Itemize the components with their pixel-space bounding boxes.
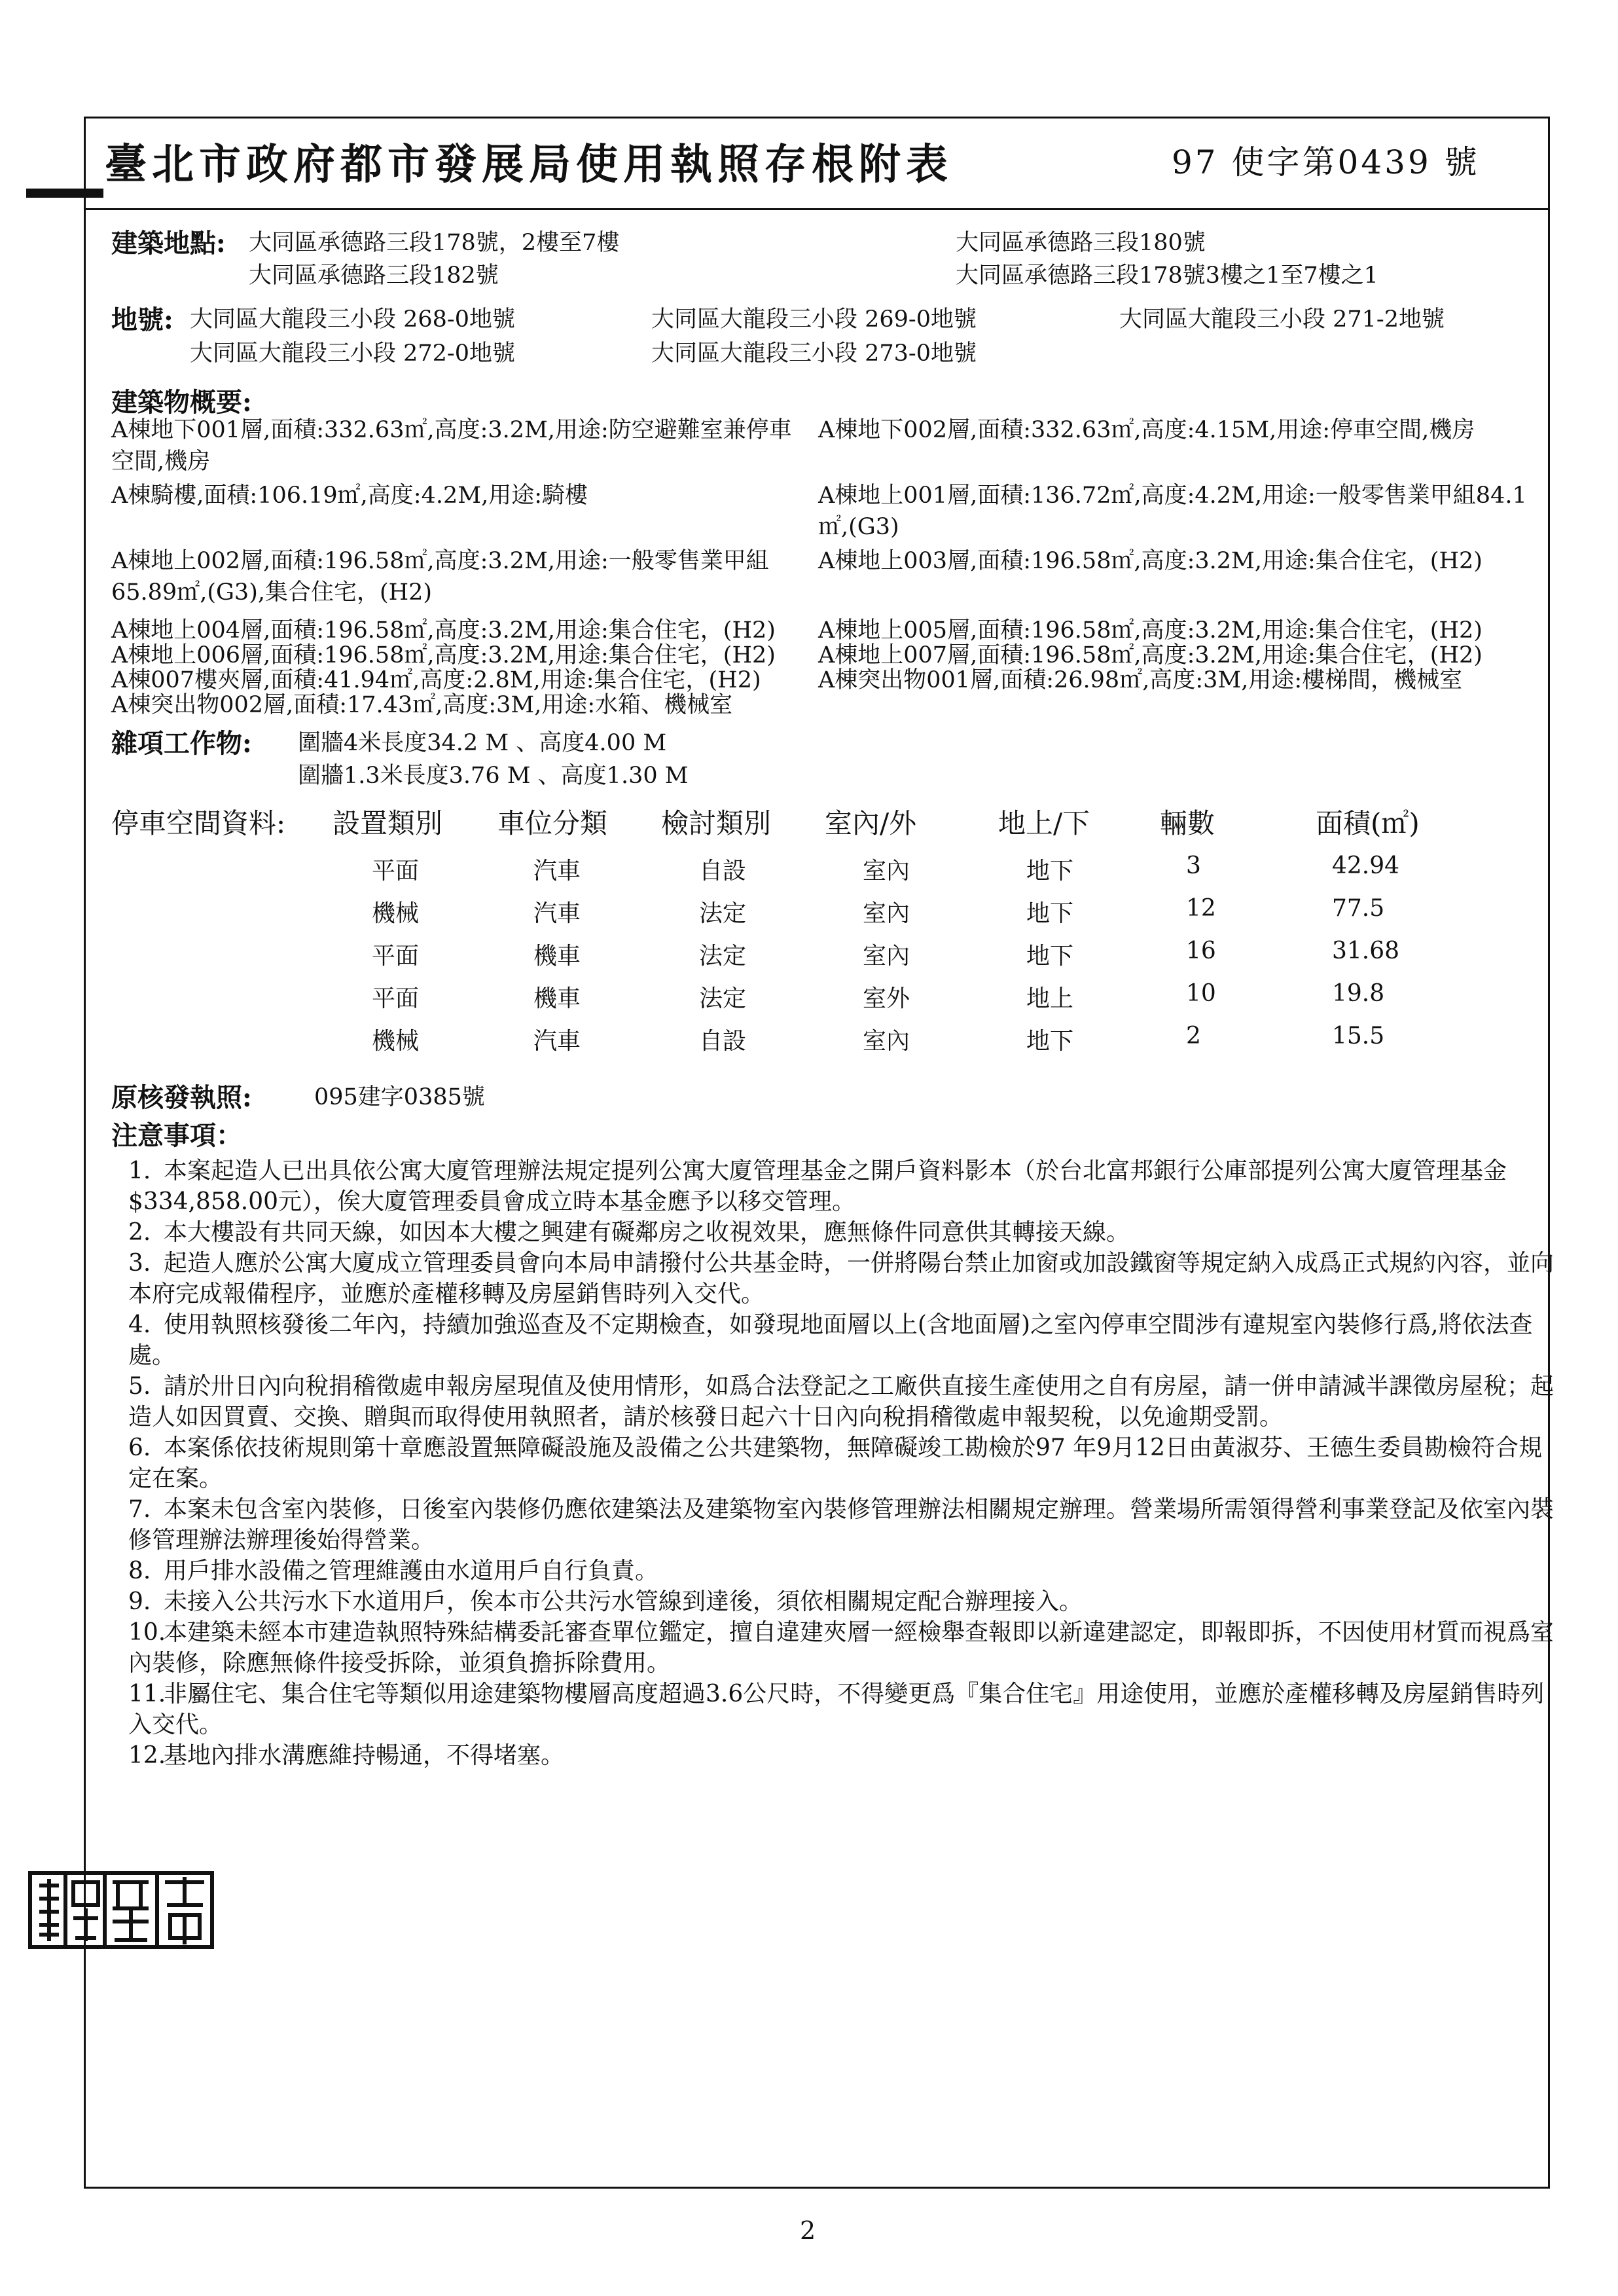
document-number: 97 使字第0439 號 <box>1172 143 1480 181</box>
note-text: 本案係依技術規則第十章應設置無障礙設施及設備之公共建築物，無障礙竣工勘檢於97 年9月12日由黃淑芬、王德生委員勘檢符合規定在案。 <box>128 1434 1542 1492</box>
note-item <box>128 1432 1555 1494</box>
parking-cell: 42.94 <box>1332 852 1400 879</box>
note-text: 本案未包含室內裝修，日後室內裝修仍應依建築法及建築物室內裝修管理辦法相關規定辦理。營業場所需領得營利事業登記及依室內裝修管理辦法辦理後始得營業。 <box>128 1496 1555 1554</box>
floor-entry: A棟地上004層,面積:196.58㎡,高度:3.2M,用途:集合住宅，(H2) <box>111 617 776 644</box>
parking-cell: 機械 <box>372 900 420 927</box>
misc-works-entry: 圍牆4米長度34.2 M 、高度4.00 M <box>298 730 667 756</box>
parking-cell: 16 <box>1186 938 1216 964</box>
parking-cell: 12 <box>1186 895 1216 922</box>
note-text: 未接入公共污水下水道用戶，俟本市公共污水管線到達後，須依相關規定配合辦理接入。 <box>164 1588 1083 1615</box>
lot-entry: 大同區大龍段三小段 271-2地號 <box>1119 306 1445 333</box>
floor-entry: A棟突出物002層,面積:17.43㎡,高度:3M,用途:水箱、機械室 <box>111 692 733 718</box>
note-number: 12. <box>128 1742 166 1769</box>
parking-header: 檢討類別 <box>661 807 772 839</box>
parking-cell: 機械 <box>372 1028 420 1055</box>
floor-entry: A棟地上001層,面積:136.72㎡,高度:4.2M,用途:一般零售業甲組84.1㎡,(G3) <box>818 483 1527 540</box>
parking-cell: 平面 <box>372 858 420 884</box>
floor-entry: A棟地下001層,面積:332.63㎡,高度:3.2M,用途:防空避難室兼停車空間,機房 <box>111 417 792 475</box>
note-item <box>128 1156 1555 1217</box>
note-item <box>128 1371 1555 1432</box>
lot-entry: 大同區大龍段三小段 269-0地號 <box>651 306 977 333</box>
floor-entry: A棟地上003層,面積:196.58㎡,高度:3.2M,用途:集合住宅，(H2) <box>818 548 1483 574</box>
floor-entry: A棟地上006層,面積:196.58㎡,高度:3.2M,用途:集合住宅，(H2) <box>111 642 776 668</box>
edge-mark <box>26 189 103 198</box>
note-item <box>128 1556 1555 1586</box>
parking-cell: 77.5 <box>1332 895 1385 922</box>
note-number: 2. <box>128 1219 151 1246</box>
note-number: 7. <box>128 1496 151 1523</box>
site-entry: 大同區承德路三段180號 <box>956 230 1206 256</box>
page-number: 2 <box>800 2216 816 2245</box>
parking-cell: 室內 <box>863 943 910 970</box>
parking-cell: 法定 <box>699 900 747 927</box>
parking-cell: 汽車 <box>533 900 581 927</box>
parking-cell: 機車 <box>533 943 581 970</box>
overview-label: 建築物概要: <box>111 387 252 418</box>
lot-entry: 大同區大龍段三小段 268-0地號 <box>190 306 516 333</box>
official-seal-icon <box>26 1869 216 1951</box>
note-number: 1. <box>128 1157 151 1184</box>
parking-cell: 15.5 <box>1332 1023 1385 1049</box>
notes-list <box>128 1156 1555 1771</box>
note-text: 基地內排水溝應維持暢通，不得堵塞。 <box>164 1742 565 1769</box>
site-entry: 大同區承德路三段178號，2樓至7樓 <box>249 230 620 256</box>
parking-cell: 地上 <box>1026 985 1074 1012</box>
parking-cell: 地下 <box>1026 943 1074 970</box>
misc-works-label: 雜項工作物: <box>111 728 252 759</box>
notes-label: 注意事項： <box>111 1120 242 1151</box>
note-number: 10. <box>128 1619 166 1646</box>
parking-cell: 室內 <box>863 858 910 884</box>
note-item <box>128 1494 1555 1556</box>
parking-header: 面積(㎡) <box>1316 807 1420 839</box>
parking-cell: 3 <box>1186 852 1201 879</box>
note-text: 請於卅日內向稅捐稽徵處申報房屋現值及使用情形，如爲合法登記之工廠供直接生產使用之自有房屋，請一併申請減半課徵房屋稅；起造人如因買賣、交換、贈與而取得使用執照者，請於核發日起六十日內向稅捐稽徵處申報契稅，以免逾期受罰。 <box>128 1373 1555 1430</box>
floor-entry: A棟地上005層,面積:196.58㎡,高度:3.2M,用途:集合住宅，(H2) <box>818 617 1483 644</box>
note-item <box>128 1217 1555 1248</box>
note-number: 5. <box>128 1373 151 1400</box>
note-number: 4. <box>128 1311 151 1338</box>
floor-entry: A棟地上007層,面積:196.58㎡,高度:3.2M,用途:集合住宅，(H2) <box>818 642 1483 668</box>
lot-entry: 大同區大龍段三小段 273-0地號 <box>651 340 977 367</box>
parking-cell: 法定 <box>699 985 747 1012</box>
lot-entry: 大同區大龍段三小段 272-0地號 <box>190 340 516 367</box>
parking-cell: 室內 <box>863 1028 910 1055</box>
note-item <box>128 1586 1555 1617</box>
floor-entry: A棟騎樓,面積:106.19㎡,高度:4.2M,用途:騎樓 <box>111 483 588 509</box>
note-number: 6. <box>128 1434 151 1461</box>
note-text: 起造人應於公寓大廈成立管理委員會向本局申請撥付公共基金時，一併將陽台禁止加窗或加設鐵窗等規定納入成爲正式規約內容，並向本府完成報備程序，並應於產權移轉及房屋銷售時列入交代。 <box>128 1250 1555 1307</box>
parking-cell: 室外 <box>863 985 910 1012</box>
title-divider <box>84 208 1550 210</box>
floor-entry: A棟地下002層,面積:332.63㎡,高度:4.15M,用途:停車空間,機房 <box>818 417 1475 443</box>
parking-cell: 地下 <box>1026 858 1074 884</box>
parking-cell: 2 <box>1186 1023 1201 1049</box>
note-text: 使用執照核發後二年內，持續加強巡查及不定期檢查，如發現地面層以上(含地面層)之室內停車空間涉有違規室內裝修行爲,將依法查處。 <box>128 1311 1533 1369</box>
parking-header: 設置類別 <box>333 807 443 839</box>
original-license-label: 原核發執照: <box>111 1082 252 1113</box>
parking-cell: 31.68 <box>1332 938 1400 964</box>
parking-cell: 汽車 <box>533 858 581 884</box>
note-text: 非屬住宅、集合住宅等類似用途建築物樓層高度超過3.6公尺時，不得變更爲『集合住宅』用途使用，並應於產權移轉及房屋銷售時列入交代。 <box>128 1681 1545 1738</box>
parking-header: 輛數 <box>1160 807 1215 839</box>
floor-entry: A棟地上002層,面積:196.58㎡,高度:3.2M,用途:一般零售業甲組65.89㎡,(G3),集合住宅，(H2) <box>111 548 769 606</box>
note-item <box>128 1309 1555 1371</box>
parking-header: 車位分類 <box>497 807 608 839</box>
note-text: 本建築未經本市建造執照特殊結構委託審查單位鑑定，擅自違建夾層一經檢舉查報即以新違建認定，即報即拆，不因使用材質而視爲室內裝修，除應無條件接受拆除，並須負擔拆除費用。 <box>128 1619 1555 1677</box>
note-item <box>128 1248 1555 1309</box>
floor-entry: A棟007樓夾層,面積:41.94㎡,高度:2.8M,用途:集合住宅，(H2) <box>111 667 761 693</box>
parking-cell: 室內 <box>863 900 910 927</box>
note-item <box>128 1679 1555 1740</box>
note-item <box>128 1617 1555 1679</box>
site-entry: 大同區承德路三段182號 <box>249 263 499 289</box>
document-title: 臺北市政府都市發展局使用執照存根附表 <box>105 140 953 189</box>
site-label: 建築地點: <box>111 228 226 259</box>
parking-cell: 機車 <box>533 985 581 1012</box>
note-number: 9. <box>128 1588 151 1615</box>
misc-works-entry: 圍牆1.3米長度3.76 M 、高度1.30 M <box>298 763 689 789</box>
parking-header: 室內/外 <box>825 807 917 839</box>
parking-cell: 平面 <box>372 943 420 970</box>
parking-cell: 19.8 <box>1332 980 1385 1007</box>
note-number: 11. <box>128 1681 166 1707</box>
parking-cell: 地下 <box>1026 1028 1074 1055</box>
parking-cell: 自設 <box>699 1028 747 1055</box>
lots-label: 地號: <box>111 304 173 335</box>
parking-cell: 汽車 <box>533 1028 581 1055</box>
parking-header: 地上/下 <box>998 807 1090 839</box>
parking-cell: 平面 <box>372 985 420 1012</box>
parking-cell: 法定 <box>699 943 747 970</box>
parking-cell: 10 <box>1186 980 1216 1007</box>
parking-cell: 地下 <box>1026 900 1074 927</box>
note-text: 本案起造人已出具依公寓大廈管理辦法規定提列公寓大廈管理基金之開戶資料影本（於台北富邦銀行公庫部提列公寓大廈管理基金$334,858.00元），俟大廈管理委員會成立時本基金應予以移交管理。 <box>128 1157 1507 1215</box>
note-number: 8. <box>128 1558 151 1584</box>
note-text: 本大樓設有共同天線，如因本大樓之興建有礙鄰房之收視效果，應無條件同意供其轉接天線。 <box>164 1219 1130 1246</box>
site-entry: 大同區承德路三段178號3樓之1至7樓之1 <box>956 263 1378 289</box>
parking-cell: 自設 <box>699 858 747 884</box>
note-number: 3. <box>128 1250 151 1277</box>
note-item <box>128 1740 1555 1771</box>
floor-entry: A棟突出物001層,面積:26.98㎡,高度:3M,用途:樓梯間，機械室 <box>818 667 1463 693</box>
parking-label: 停車空間資料: <box>111 807 286 839</box>
note-text: 用戶排水設備之管理維護由水道用戶自行負責。 <box>164 1558 659 1584</box>
original-license-value: 095建字0385號 <box>314 1084 485 1110</box>
